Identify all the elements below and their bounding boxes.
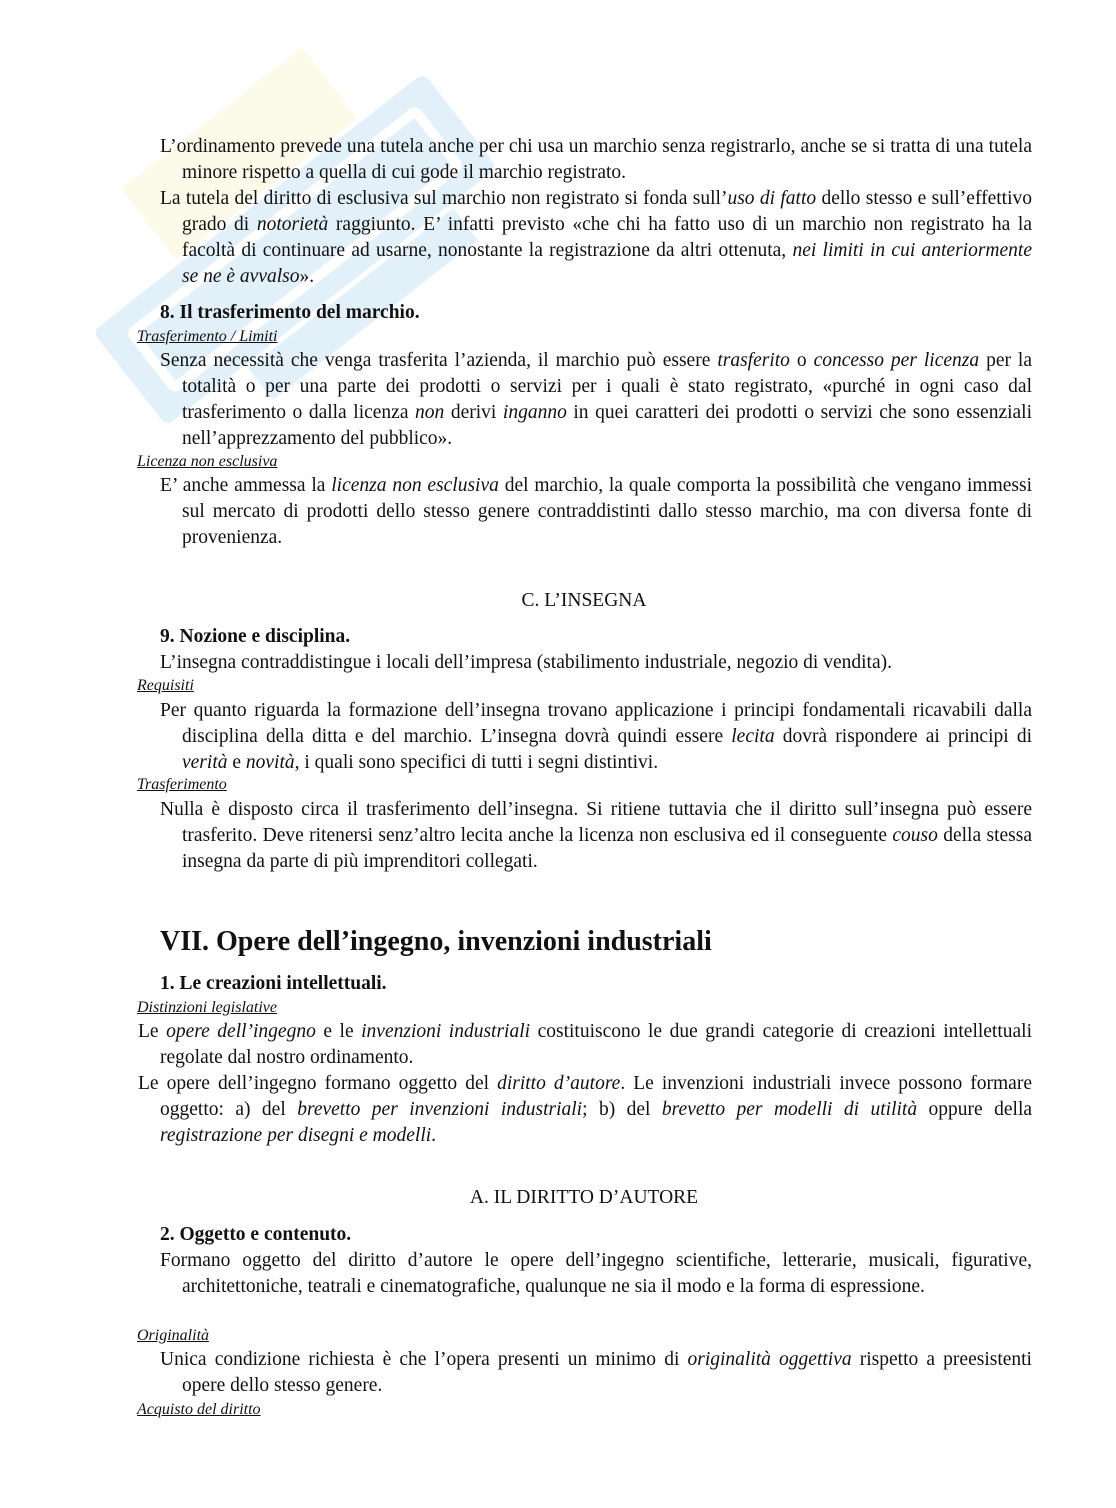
paragraph-trasferimento-insegna: Nulla è disposto circa il trasferimento dell’insegna. Si ritiene tuttavia che il diritto sull’insegna può essere trasferito. Deve ritenersi senz’altro lecita anche la licenza non esclusiva ed il conseguente couso della stessa insegna da parte di più imprenditori collegati. [160,799,1032,872]
heading-creazioni-intellettuali: 1. Le creazioni intellettuali. [160,973,387,994]
margin-note-originalita: Originalità [137,1327,210,1344]
paragraph-categorie-creazioni: Le opere dell’ingegno e le invenzioni industriali costituiscono le due grandi categorie di creazioni intellettuali regolate dal nostro ordinamento. [138,1021,1033,1068]
margin-note-distinzioni-legislative: Distinzioni legislative [137,999,277,1016]
chapter-title-opere-ingegno: VII. Opere dell’ingegno, invenzioni industriali [160,926,712,957]
margin-note-trasferimento: Trasferimento [137,776,227,793]
paragraph-esclusiva-marchio: La tutela del diritto di esclusiva sul marchio non registrato si fonda sull’uso di fatto dello stesso e sull’effettivo grado di notorietà raggiunto. E’ infatti previsto «che chi ha fatto uso di un marchio non registrato ha la facoltà di continuare ad usarne, nonostante la registrazione da altri ottenuta, nei limiti in cui anteriormente se ne è avvalso». [160,188,1033,287]
paragraph-requisiti-insegna: Per quanto riguarda la formazione dell’insegna trovano applicazione i principi fondamentali ricavabili dalla disciplina della ditta e del marchio. L’insegna dovrà quindi essere lecita dovrà rispondere ai principi di verità e novità, i quali sono specifici di tutti i segni distintivi. [160,700,1032,773]
margin-note-licenza-non-esclusiva: Licenza non esclusiva [137,453,278,470]
margin-note-requisiti: Requisiti [137,677,194,694]
heading-nozione-disciplina: 9. Nozione e disciplina. [160,626,351,647]
heading-trasferimento-marchio: 8. Il trasferimento del marchio. [160,302,420,323]
heading-oggetto-contenuto: 2. Oggetto e contenuto. [160,1224,352,1245]
margin-note-trasferimento-limiti: Trasferimento / Limiti [137,328,278,345]
paragraph-insegna-definizione: L’insegna contraddistingue i locali dell’impresa (stabilimento industriale, negozio di vendita). [160,652,892,673]
section-title-diritto-autore: A. IL DIRITTO D’AUTORE [469,1187,699,1208]
margin-note-acquisto-diritto: Acquisto del diritto [137,1401,261,1418]
paragraph-oggetto-diritti: Le opere dell’ingegno formano oggetto del diritto d’autore. Le invenzioni industriali invece possono formare oggetto: a) del brevetto per invenzioni industriali; b) del brevetto per modelli di utilità oppure della registrazione per disegni e modelli. [138,1073,1033,1146]
paragraph-originalita: Unica condizione richiesta è che l’opera presenti un minimo di originalità oggettiva rispetto a preesistenti opere dello stesso genere. [160,1349,1032,1396]
paragraph-trasferimento-licenza: Senza necessità che venga trasferita l’azienda, il marchio può essere trasferito o concesso per licenza per la totalità o per una parte dei prodotti o servizi per i quali è stato registrato, «purché in ogni caso dal trasferimento o dalla licenza non derivi inganno in quei caratteri dei prodotti o servizi che sono essenziali nell’apprezzamento del pubblico». [160,350,1033,449]
paragraph-licenza-non-esclusiva: E’ anche ammessa la licenza non esclusiva del marchio, la quale comporta la possibilità che vengano immessi sul mercato di prodotti dello stesso genere contraddistinti dallo stesso marchio, ma con diversa fonte di provenienza. [160,475,1032,548]
paragraph-oggetto-diritto-autore: Formano oggetto del diritto d’autore le opere dell’ingegno scientifiche, letterarie, musicali, figurative, architettoniche, teatrali e cinematografiche, qualunque ne sia il modo e la forma di espressione. [160,1250,1032,1297]
section-title-insegna: C. L’INSEGNA [521,590,647,611]
paragraph-tutela-non-registrato: L’ordinamento prevede una tutela anche per chi usa un marchio senza registrarlo, anche se si tratta di una tutela minore rispetto a quella di cui gode il marchio registrato. [160,136,1032,183]
